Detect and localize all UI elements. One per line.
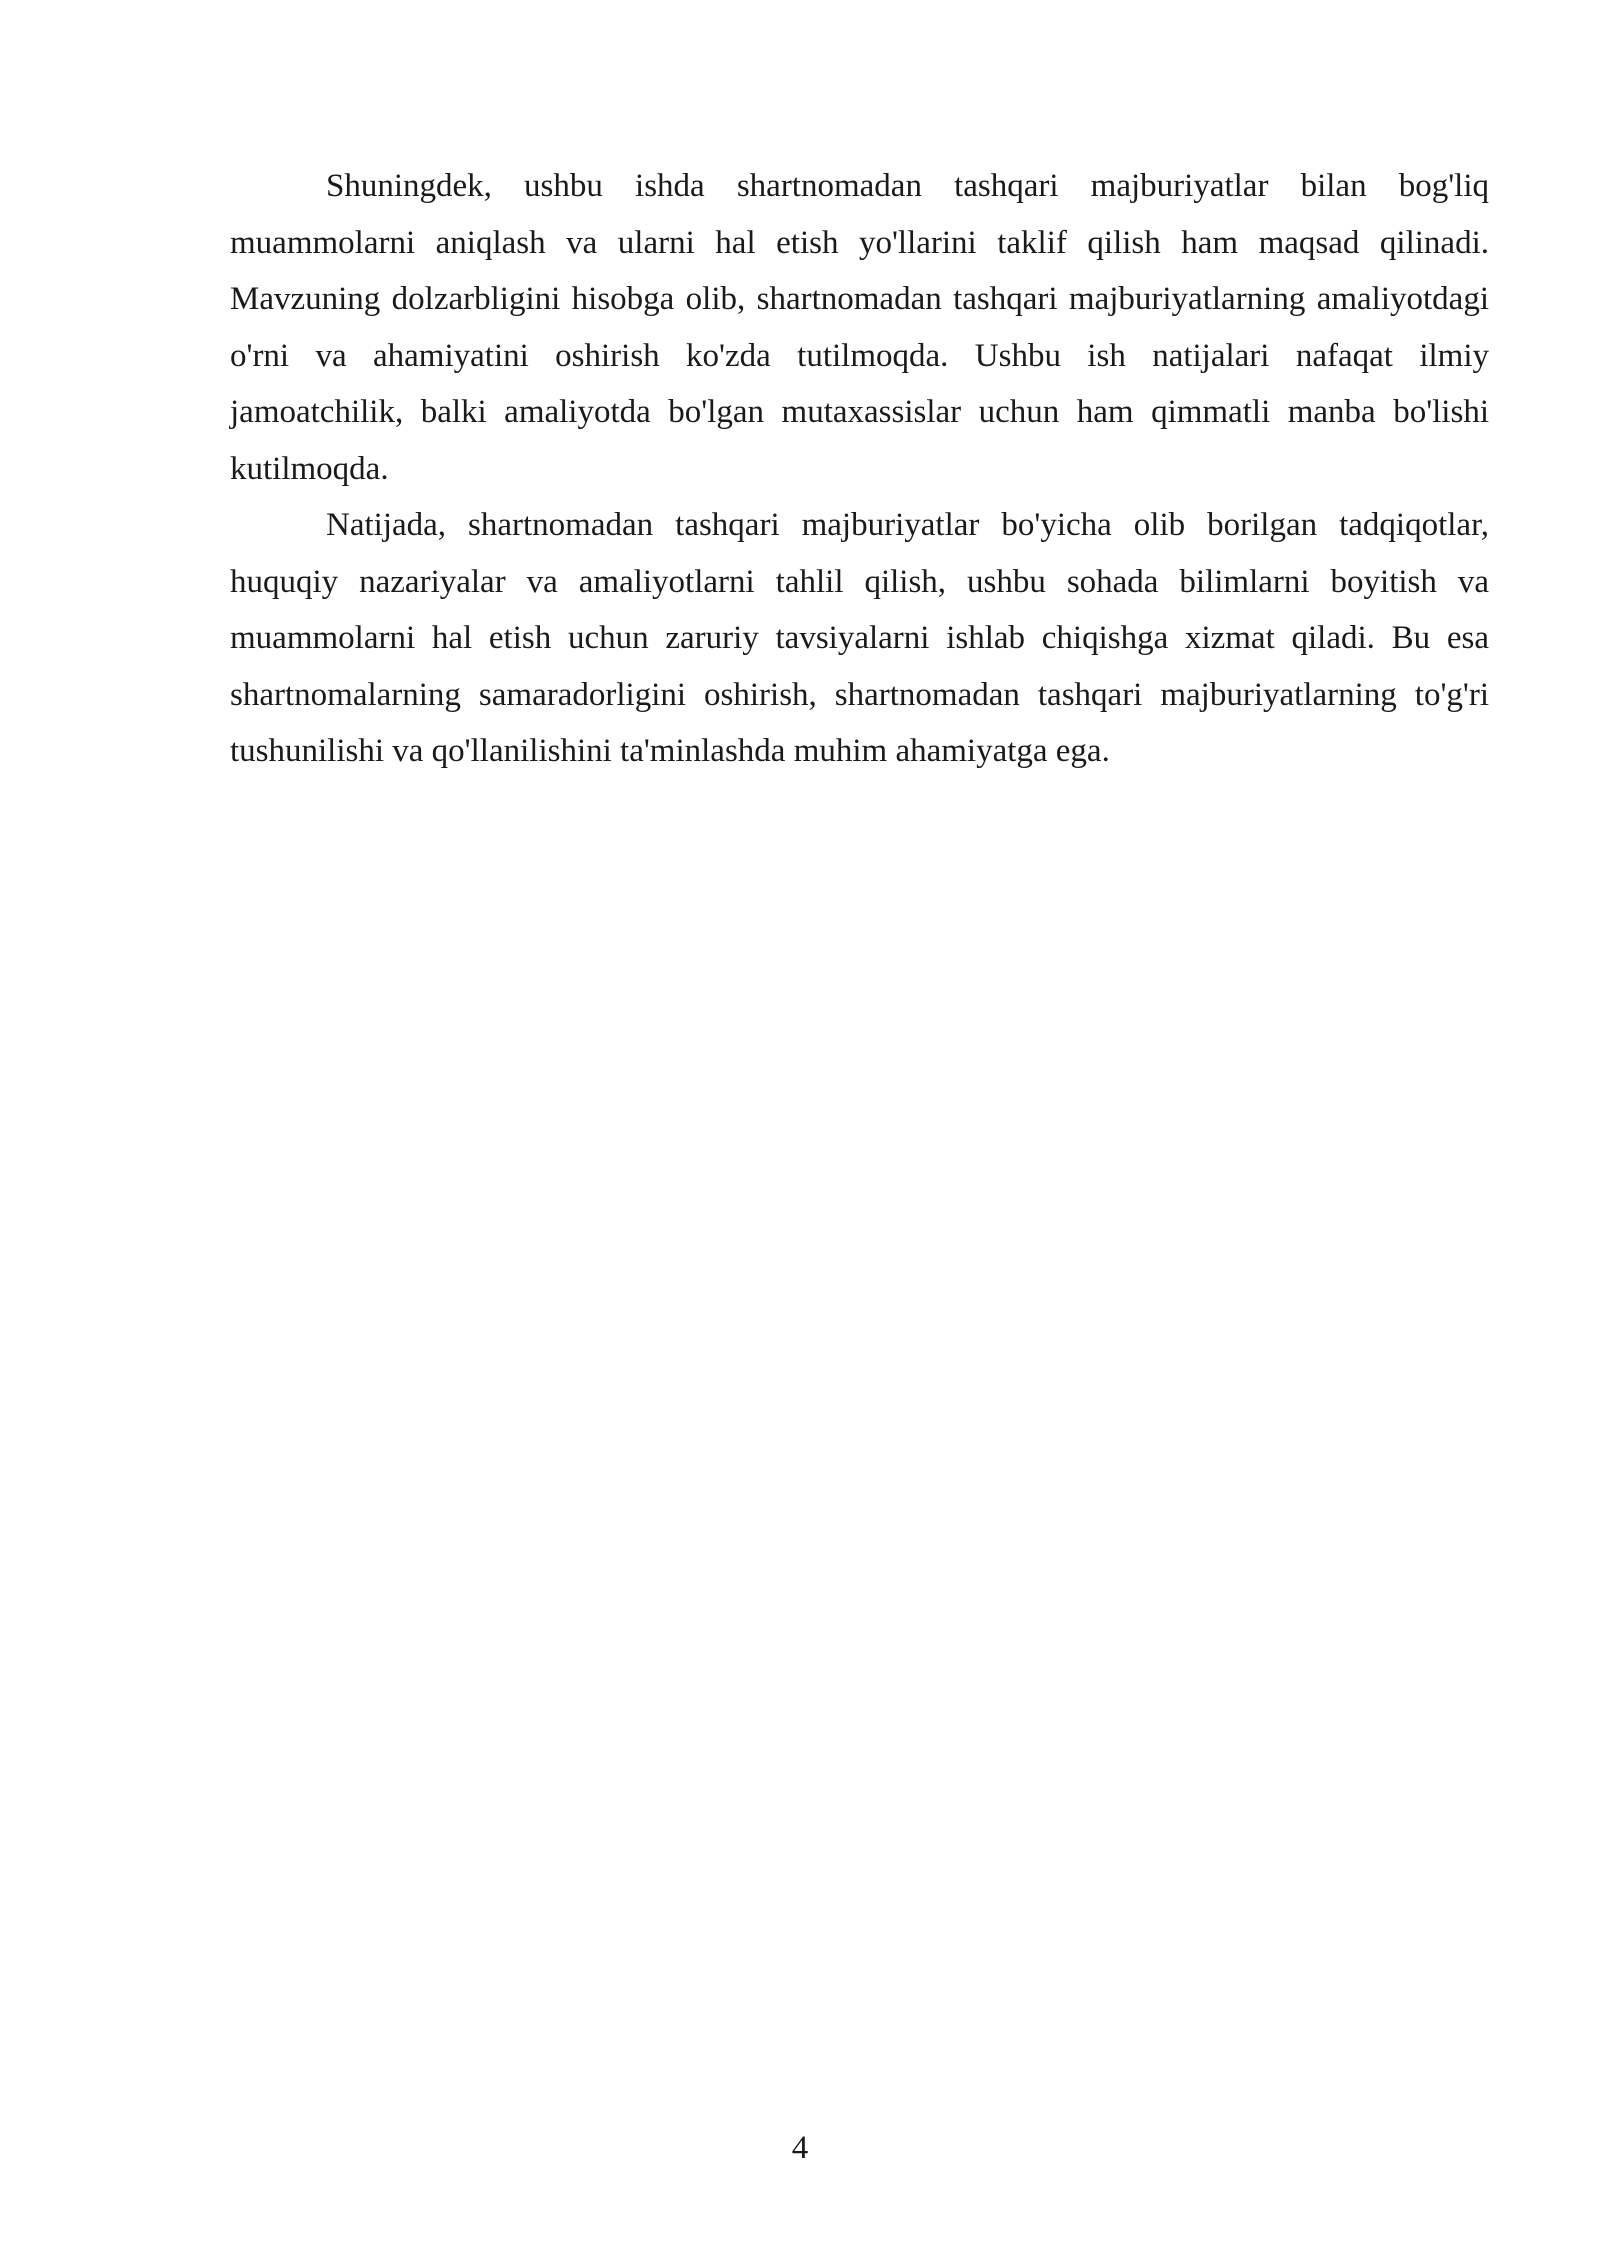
- body-text: [230, 158, 1489, 780]
- paragraph: Natijada, shartnomadan tashqari majburiyatlar bo'yicha olib borilgan tadqiqotlar, huquqiy nazariyalar va amaliyotlarni tahlil qilish, ushbu sohada bilimlarni boyitish va muammolarni hal etish uchun zaruriy tavsiyalarni ishlab chiqishga xizmat qiladi. Bu esa shartnomalarning samaradorligini oshirish, shartnomadan tashqari majburiyatlarning to'g'ri tushunilishi va qo'llanilishini ta'minlashda muhim ahamiyatga ega.: [230, 507, 1489, 769]
- page-number: 4: [791, 2130, 809, 2166]
- paragraph: Shuningdek, ushbu ishda shartnomadan tashqari majburiyatlar bilan bog'liq muammolarni aniqlash va ularni hal etish yo'llarini taklif qilish ham maqsad qilinadi. Mavzuning dolzarbligini hisobga olib, shartnomadan tashqari majburiyatlarning amaliyotdagi o'rni va ahamiyatini oshirish ko'zda tutilmoqda. Ushbu ish natijalari nafaqat ilmiy jamoatchilik, balki amaliyotda bo'lgan mutaxassislar uchun ham qimmatli manba bo'lishi kutilmoqda.: [230, 168, 1489, 487]
